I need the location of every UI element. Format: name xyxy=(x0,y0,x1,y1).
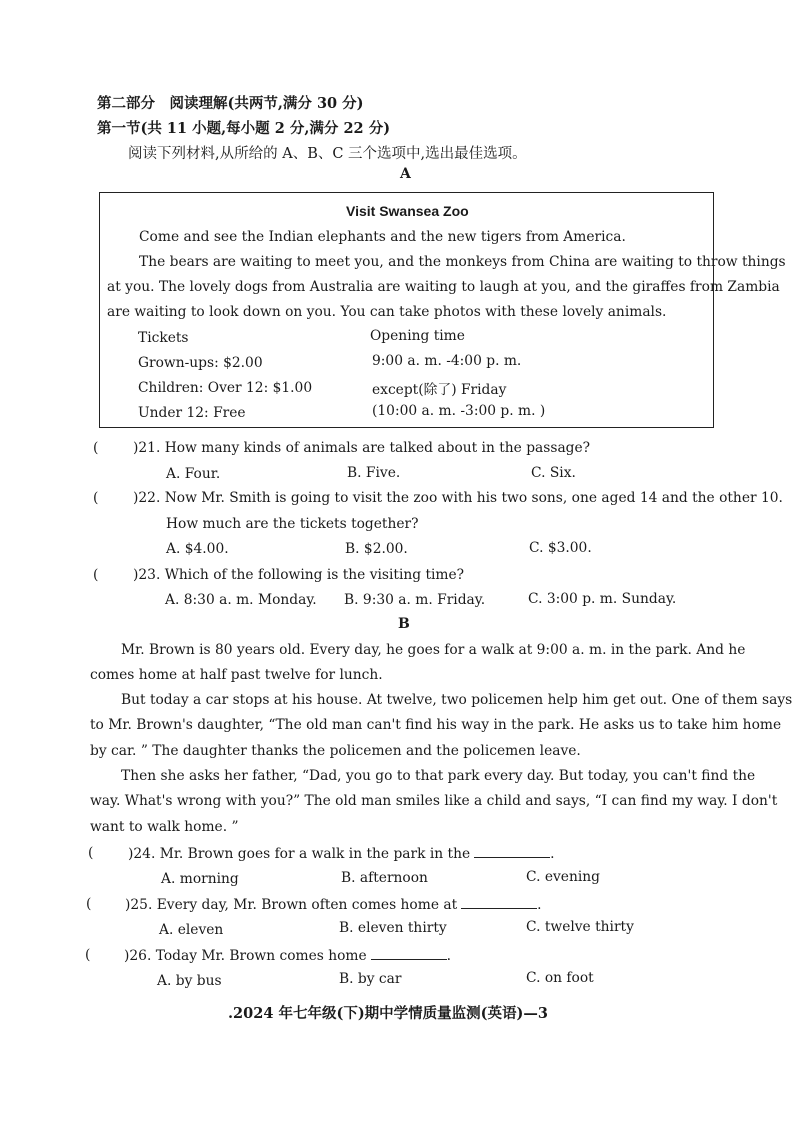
passage-a-letter: A xyxy=(400,166,411,182)
question-stem-end: . xyxy=(537,897,542,913)
ticket-children: Children: Over 12: $1.00 xyxy=(138,380,313,396)
option-a: A. by bus xyxy=(157,973,222,989)
question-stem-text: )24. Mr. Brown goes for a walk in the park in the xyxy=(128,846,471,862)
option-a: A. Four. xyxy=(166,466,221,482)
option-c: C. evening xyxy=(526,869,600,885)
page-footer: .2024 年七年级(下)期中学情质量监测(英语)—3 xyxy=(228,1005,548,1022)
question-stem-end: . xyxy=(446,948,452,964)
notice-line: are waiting to look down on you. You can take photos with these lovely animals. xyxy=(107,304,667,320)
passage-b-letter: B xyxy=(398,616,410,632)
answer-paren[interactable]: ( xyxy=(86,896,92,912)
question-stem: )23. Which of the following is the visiting time? xyxy=(133,567,465,583)
option-b: B. by car xyxy=(339,971,402,987)
opening-except: except(除了) Friday xyxy=(372,382,507,398)
option-b: B. eleven thirty xyxy=(339,920,447,936)
question-stem-text: )26. Today Mr. Brown comes home xyxy=(124,948,367,964)
answer-paren[interactable]: ( xyxy=(93,567,99,583)
question-stem-cont: How much are the tickets together? xyxy=(166,516,419,532)
ticket-grown-ups: Grown-ups: $2.00 xyxy=(138,355,263,371)
passage-line: by car. ” The daughter thanks the policemen and the policemen leave. xyxy=(90,743,581,759)
passage-line: comes home at half past twelve for lunch. xyxy=(90,667,383,683)
option-b: B. 9:30 a. m. Friday. xyxy=(344,592,486,608)
notice-line: The bears are waiting to meet you, and the monkeys from China are waiting to throw things xyxy=(139,254,786,270)
passage-line: to Mr. Brown's daughter, “The old man can't find his way in the park. He asks us to take him home xyxy=(90,717,782,733)
part-title: 第二部分 阅读理解(共两节,满分 30 分) xyxy=(97,95,364,112)
answer-blank[interactable] xyxy=(474,845,550,858)
option-c: C. on foot xyxy=(526,970,594,986)
question-stem xyxy=(125,896,542,913)
option-b: B. Five. xyxy=(347,465,401,481)
passage-line: way. What's wrong with you?” The old man smiles like a child and says, “I can find my way. I don't xyxy=(90,793,778,809)
answer-paren[interactable]: ( xyxy=(85,947,91,963)
option-c: C. Six. xyxy=(531,465,576,481)
option-c: C. 3:00 p. m. Sunday. xyxy=(528,591,677,607)
question-stem xyxy=(124,947,451,964)
option-a: A. eleven xyxy=(159,922,224,938)
section-title: 第一节(共 11 小题,每小题 2 分,满分 22 分) xyxy=(97,120,391,137)
tickets-heading: Tickets xyxy=(138,330,189,346)
question-stem: )21. How many kinds of animals are talked about in the passage? xyxy=(133,440,591,456)
friday-hours: (10:00 a. m. -3:00 p. m. ) xyxy=(372,403,546,419)
passage-line: Then she asks her father, “Dad, you go to that park every day. But today, you can't find the xyxy=(121,768,756,784)
zoo-notice-box xyxy=(99,192,786,428)
ticket-under-12: Under 12: Free xyxy=(138,405,246,421)
option-a: A. 8:30 a. m. Monday. xyxy=(165,592,317,608)
option-c: C. twelve thirty xyxy=(526,919,634,935)
question-stem-text: )25. Every day, Mr. Brown often comes home at xyxy=(125,897,458,913)
notice-line: Come and see the Indian elephants and the new tigers from America. xyxy=(139,229,626,245)
question-stem-end: . xyxy=(550,846,555,862)
answer-blank[interactable] xyxy=(371,947,447,960)
opening-heading: Opening time xyxy=(370,328,465,344)
question-stem: )22. Now Mr. Smith is going to visit the zoo with his two sons, one aged 14 and the other 10. xyxy=(133,490,783,506)
option-a: A. morning xyxy=(161,871,239,887)
option-a: A. $4.00. xyxy=(166,541,229,557)
answer-blank[interactable] xyxy=(461,896,537,909)
opening-hours: 9:00 a. m. -4:00 p. m. xyxy=(372,353,522,369)
option-b: B. $2.00. xyxy=(345,541,408,557)
zoo-notice-title: Visit Swansea Zoo xyxy=(346,203,469,219)
passage-line: want to walk home. ” xyxy=(90,819,239,835)
question-stem xyxy=(128,845,555,862)
passage-line: But today a car stops at his house. At twelve, two policemen help him get out. One of them says xyxy=(121,692,793,708)
option-b: B. afternoon xyxy=(341,870,428,886)
answer-paren[interactable]: ( xyxy=(88,845,94,861)
instruction: 阅读下列材料,从所给的 A、B、C 三个选项中,选出最佳选项。 xyxy=(128,146,527,162)
passage-line: Mr. Brown is 80 years old. Every day, he goes for a walk at 9:00 a. m. in the park. And he xyxy=(121,642,746,658)
answer-paren[interactable]: ( xyxy=(93,490,99,506)
notice-line: at you. The lovely dogs from Australia are waiting to laugh at you, and the giraffes from Zambia xyxy=(107,279,780,295)
answer-paren[interactable]: ( xyxy=(93,440,99,456)
option-c: C. $3.00. xyxy=(529,540,592,556)
